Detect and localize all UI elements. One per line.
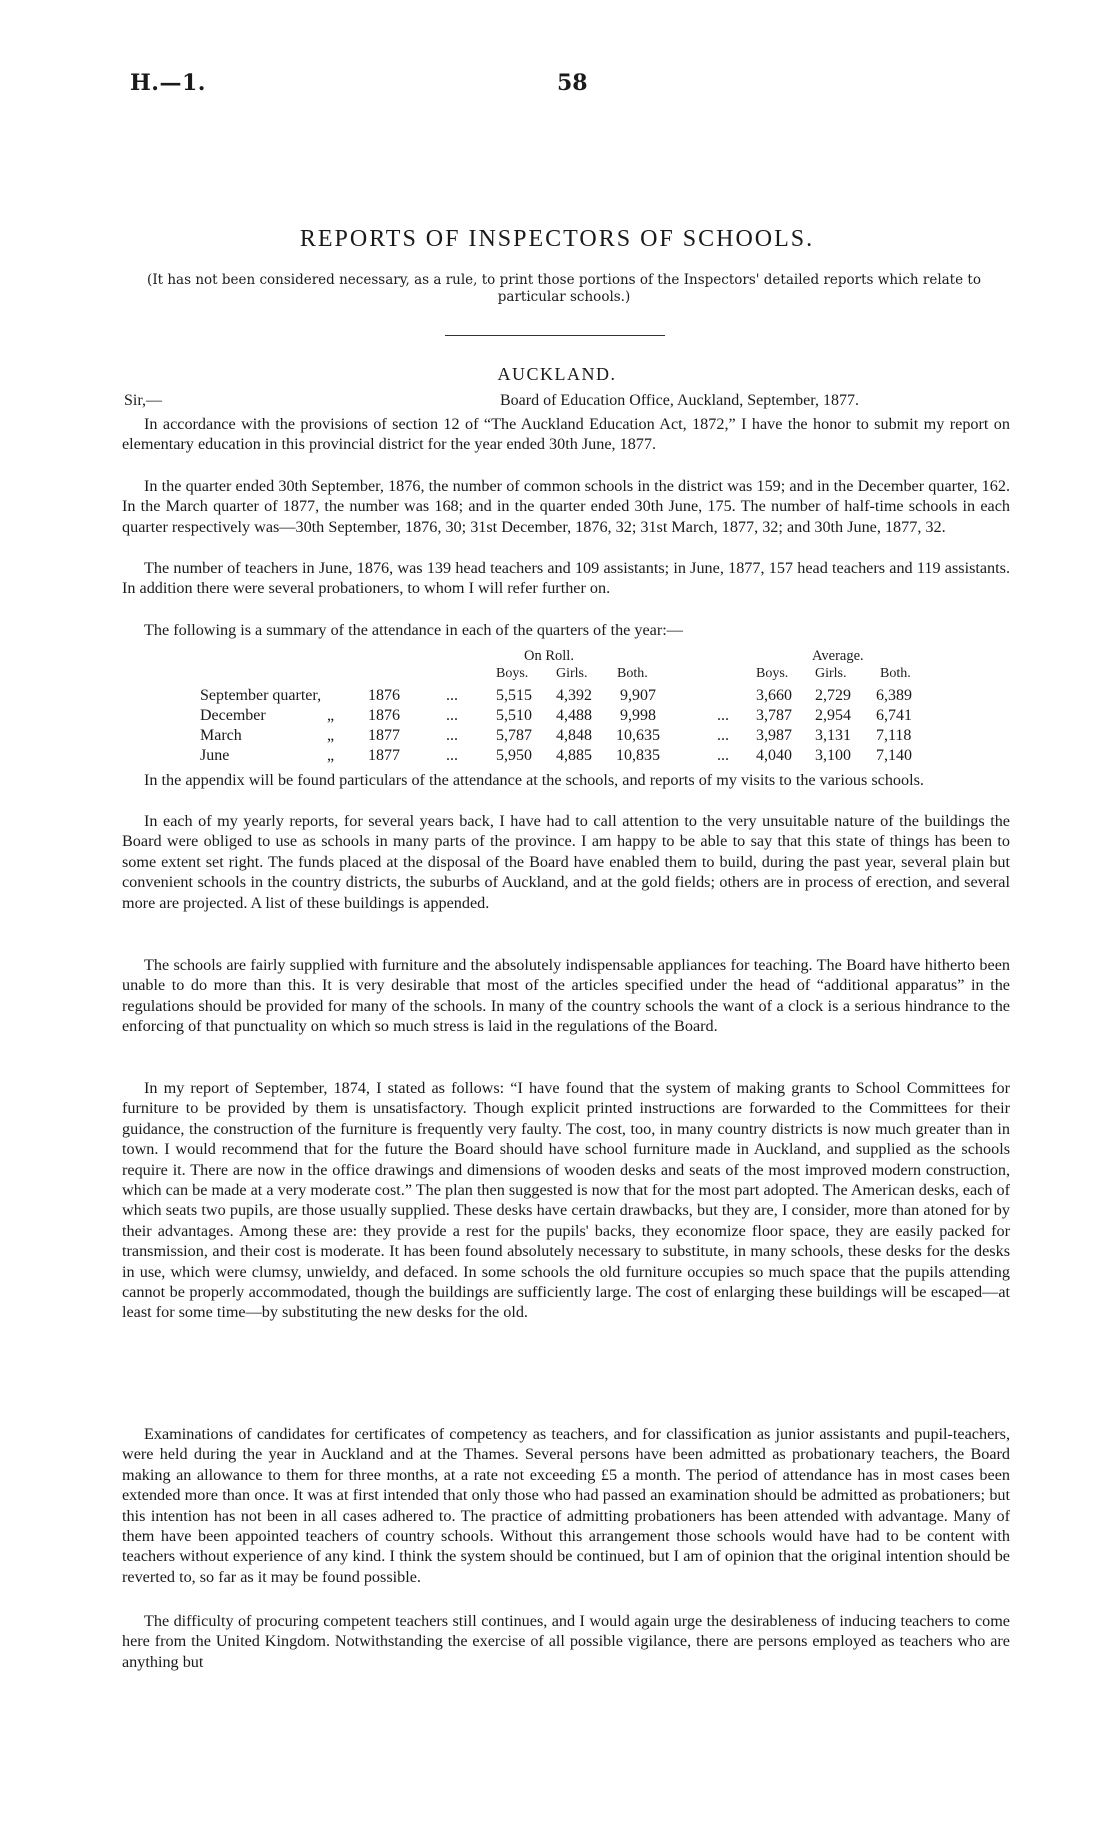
avg-boys: 3,660 bbox=[756, 687, 792, 704]
row-quarter: September quarter, bbox=[200, 687, 322, 704]
col-roll-both: Both. bbox=[617, 666, 648, 681]
avg-both: 6,741 bbox=[876, 707, 912, 724]
header-average: Average. bbox=[812, 648, 864, 664]
paragraph: In the quarter ended 30th September, 1876, the number of common schools in the district was 159; and in the December quarter, 162. In the March quarter of 1877, the number was 168; and in the quarter ended 30th June, 175. The number of half-time schools in each quarter respectively was—30th September, 1876, 30; 31st December, 1876, 32; 31st March, 1877, 32; and 30th June, 1877, 32. bbox=[122, 477, 1010, 536]
row-year: 1876 bbox=[368, 707, 400, 724]
dateline: Board of Education Office, Auckland, September, 1877. bbox=[500, 392, 859, 409]
roll-girls: 4,392 bbox=[556, 687, 592, 704]
avg-boys: 3,987 bbox=[756, 727, 792, 744]
row-dots: ... bbox=[717, 727, 729, 744]
roll-boys: 5,787 bbox=[496, 727, 532, 744]
row-ditto-mark: „ bbox=[327, 707, 335, 724]
row-dots: ... bbox=[717, 707, 729, 724]
paragraph: Examinations of candidates for certificates of competency as teachers, and for classification as junior assistants and pupil-teachers, were held during the year in Auckland and at the Thames. Several persons have been admitted as probationary teachers, the Board making an allowance to them for three months, at a rate not exceeding £5 a month. The period of attendance has in most cases been extended more than once. It was at first intended that only those who had passed an examination should be admitted as probationers; but this intention has not been in all cases adhered to. The practice of admitting probationers has been attended with advantage. Many of them have been appointed teachers of country schools. Without this arrangement those schools would have had to be content with teachers without experience of any kind. I think the system should be continued, but I am of opinion that the original intention should be reverted to, so far as it may be found possible. bbox=[122, 1425, 1010, 1586]
page-title: REPORTS OF INSPECTORS OF SCHOOLS. bbox=[299, 226, 815, 252]
roll-both: 10,635 bbox=[616, 727, 660, 744]
avg-both: 7,118 bbox=[876, 727, 912, 744]
roll-boys: 5,510 bbox=[496, 707, 532, 724]
paragraph: The following is a summary of the attendance in each of the quarters of the year:— bbox=[144, 621, 683, 639]
paragraph: In my report of September, 1874, I stated as follows: “I have found that the system of making grants to School Committees for furniture to be provided by them is unsatisfactory. Though explicit printed instructions are forwarded to the Committees for their guidance, the construction of the furniture is frequently very faulty. The cost, too, in many country districts is now much greater than in town. I would recommend that for the future the Board should have school furniture made in Auckland, and supplied as the schools require it. There are now in the office drawings and dimensions of wooden desks and seats of the most improved modern construction, which can be made at a very moderate cost.” The plan then suggested is now that for the most part adopted. The American desks, each of which seats two pupils, are those usually supplied. These desks have certain drawbacks, but they are, I consider, more than atoned for by their advantages. Among these are: they provide a rest for the pupils' backs, they economize floor space, they are easily packed for transmission, and their cost is moderate. It has been found absolutely necessary to substitute, in many schools, these desks for the desks in use, which were clumsy, unwieldy, and defaced. In some schools the old furniture occupies so much space that the pupils attending cannot be properly accommodated, though the buildings are sufficiently large. The cost of enlarging these buildings will be escaped—at least for some time—by substituting the new desks for the old. bbox=[122, 1079, 1010, 1322]
row-ditto-mark: „ bbox=[327, 747, 335, 764]
roll-boys: 5,515 bbox=[496, 687, 532, 704]
report-reference: H.—1. bbox=[130, 70, 206, 96]
roll-girls: 4,848 bbox=[556, 727, 592, 744]
paragraph: In each of my yearly reports, for several years back, I have had to call attention to the very unsuitable nature of the buildings the Board were obliged to use as schools in many parts of the province. I am happy to be able to say that this state of things has been to some extent set right. The funds placed at the disposal of the Board have enabled them to build, during the past year, several plain but convenient schools in the country districts, the suburbs of Auckland, and at the gold fields; others are in process of erection, and several more are projected. A list of these buildings is appended. bbox=[122, 812, 1010, 912]
paragraph: In accordance with the provisions of section 12 of “The Auckland Education Act, 1872,” I have the honor to submit my report on elementary education in this provincial district for the year ended 30th June, 1877. bbox=[122, 415, 1010, 454]
row-year: 1877 bbox=[368, 727, 400, 744]
avg-girls: 3,100 bbox=[815, 747, 851, 764]
paragraph: The schools are fairly supplied with furniture and the absolutely indispensable appliances for teaching. The Board have hitherto been unable to do more than this. It is very desirable that most of the articles specified under the head of “additional apparatus” in the regulations should be provided for many of the schools. In many of the country schools the want of a clock is a serious hindrance to the enforcing of that punctuality on which so much stress is laid in the regulations of the Board. bbox=[122, 956, 1010, 1036]
roll-both: 10,835 bbox=[616, 747, 660, 764]
avg-girls: 3,131 bbox=[815, 727, 851, 744]
page-number: 58 bbox=[557, 70, 588, 96]
avg-both: 7,140 bbox=[876, 747, 912, 764]
roll-both: 9,907 bbox=[620, 687, 656, 704]
paragraph: The number of teachers in June, 1876, was 139 head teachers and 109 assistants; in June, 1877, 157 head teachers and 119 assistants. In addition there were several probationers, to whom I will refer further on. bbox=[122, 559, 1010, 598]
avg-girls: 2,954 bbox=[815, 707, 851, 724]
avg-boys: 4,040 bbox=[756, 747, 792, 764]
salutation: Sir,— bbox=[124, 392, 163, 409]
row-dots: ... bbox=[446, 687, 458, 704]
divider bbox=[445, 335, 665, 336]
row-quarter: December bbox=[200, 707, 266, 724]
col-roll-boys: Boys. bbox=[496, 666, 529, 681]
section-heading: AUCKLAND. bbox=[497, 364, 617, 384]
col-avg-boys: Boys. bbox=[756, 666, 789, 681]
paragraph: In the appendix will be found particulars of the attendance at the schools, and reports of my visits to the various schools. bbox=[144, 771, 924, 789]
row-dots: ... bbox=[446, 727, 458, 744]
roll-girls: 4,885 bbox=[556, 747, 592, 764]
row-ditto-mark: „ bbox=[327, 727, 335, 744]
row-dots: ... bbox=[446, 747, 458, 764]
col-avg-both: Both. bbox=[880, 666, 911, 681]
avg-both: 6,389 bbox=[876, 687, 912, 704]
row-dots: ... bbox=[446, 707, 458, 724]
editorial-note: (It has not been considered necessary, as a rule, to print those portions of the Inspectors' detailed reports which relate to particular schools.) bbox=[147, 272, 981, 305]
row-quarter: March bbox=[200, 727, 242, 744]
roll-both: 9,998 bbox=[620, 707, 656, 724]
roll-boys: 5,950 bbox=[496, 747, 532, 764]
attendance-table bbox=[0, 648, 1114, 768]
row-year: 1876 bbox=[368, 687, 400, 704]
header-on-roll: On Roll. bbox=[524, 648, 574, 664]
row-dots: ... bbox=[717, 747, 729, 764]
row-year: 1877 bbox=[368, 747, 400, 764]
roll-girls: 4,488 bbox=[556, 707, 592, 724]
col-avg-girls: Girls. bbox=[815, 666, 847, 681]
avg-boys: 3,787 bbox=[756, 707, 792, 724]
row-quarter: June bbox=[200, 747, 230, 764]
paragraph: The difficulty of procuring competent teachers still continues, and I would again urge the desirableness of inducing teachers to come here from the United Kingdom. Notwithstanding the exercise of all possible vigilance, there are persons employed as teachers who are anything but bbox=[122, 1612, 1010, 1671]
avg-girls: 2,729 bbox=[815, 687, 851, 704]
col-roll-girls: Girls. bbox=[556, 666, 588, 681]
